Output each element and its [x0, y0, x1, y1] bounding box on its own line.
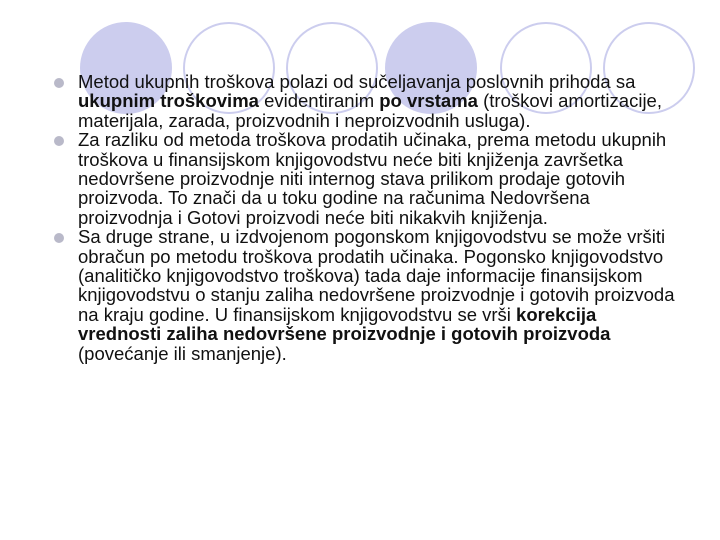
bullet-item-2: [54, 130, 682, 227]
bullet-1-bold-a: ukupnim troškovima: [78, 90, 259, 112]
bullet-3-text-b: (povećanje ili smanjenje).: [78, 342, 287, 364]
bullet-item-1: [54, 72, 682, 130]
bullet-1-text-a: Metod ukupnih troškova polazi od sučeljavanja poslovnih prihoda sa: [78, 71, 636, 92]
bullet-dot-icon: [54, 78, 64, 88]
bullet-3-bold-a: korekcija vrednosti zaliha nedovršene proizvodnje i gotovih proizvoda: [78, 303, 611, 345]
bullet-1-text-b: evidentiranim: [258, 90, 380, 112]
bullet-3-text-a: Sa druge strane, u izdvojenom pogonskom knjigovodstvu se može vršiti obračun po metodu troškova prodatih učinaka. Pogonsko knjigovodstvo (analitičko knjigovodstvo troškova) tada daje informacije finansijskom knjigovodstvu o stanju zaliha nedovršene proizvodnje i gotovih proizvoda na kraju godine. U finansijskom knjigovodstvu se vrši: [78, 226, 675, 325]
bullet-2-text: Za razliku od metoda troškova prodatih učinaka, prema metodu ukupnih troškova u finansijskom knjigovodstvu neće biti knjiženja završetka nedovršene proizvodnje niti internog stava prilikom prodaje gotovih proizvoda. To znači da u toku godine na računima Nedovršena proizvodnja i Gotovi proizvodi neće biti nikakvih knjiženja.: [78, 129, 667, 228]
bullet-dot-icon: [54, 136, 64, 146]
slide-body: [54, 72, 682, 363]
bullet-dot-icon: [54, 233, 64, 243]
bullet-1-bold-b: po vrstama: [379, 90, 478, 112]
bullet-1-text-c: (troškovi amortizacije, materijala, zarada, proizvodnih i neproizvodnih usluga).: [78, 90, 662, 131]
bullet-item-3: [54, 227, 682, 363]
